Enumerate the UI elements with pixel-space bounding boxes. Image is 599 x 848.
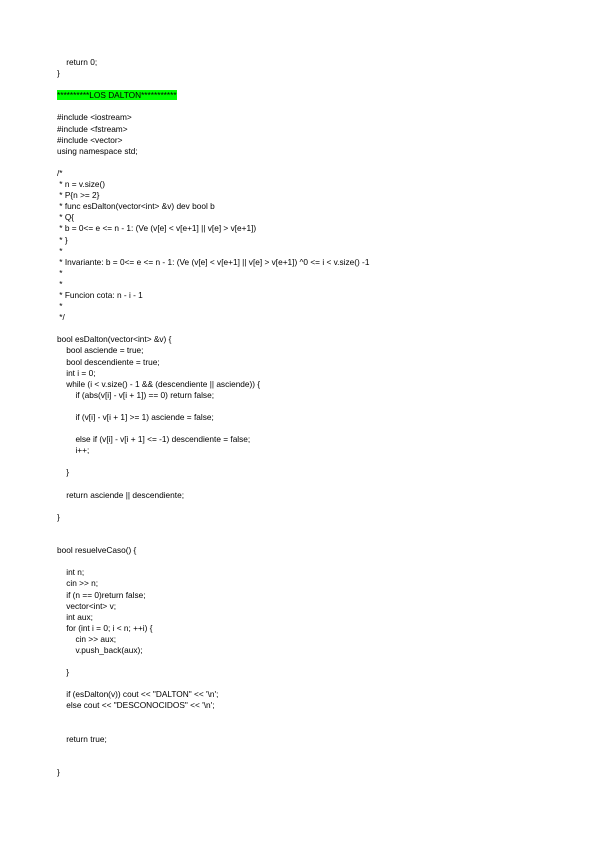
code-line [57, 634, 369, 645]
code-line [57, 590, 369, 601]
section-title-highlight: **********LOS DALTON*********** [57, 90, 177, 101]
code-line [57, 246, 369, 257]
code-text: i++; [57, 445, 90, 456]
code-line [57, 212, 369, 223]
code-line [57, 223, 369, 234]
code-line [57, 168, 369, 179]
code-line [57, 190, 369, 201]
code-line [57, 767, 369, 778]
code-line [57, 434, 369, 445]
code-text: } [57, 68, 60, 79]
code-line [57, 723, 369, 734]
code-line [57, 135, 369, 146]
code-line [57, 401, 369, 412]
code-line [57, 612, 369, 623]
code-line [57, 157, 369, 168]
code-line [57, 745, 369, 756]
code-text: * [57, 267, 63, 278]
code-text: else if (v[i] - v[i + 1] <= -1) descendiente = false; [57, 434, 251, 445]
code-text: cin >> n; [57, 578, 99, 589]
code-line [57, 323, 369, 334]
code-line [57, 512, 369, 523]
code-text: bool resuelveCaso() { [57, 545, 137, 556]
code-text: return 0; [57, 57, 98, 67]
code-line [57, 257, 369, 268]
code-line [57, 235, 369, 246]
code-text: return asciende || descendiente; [57, 489, 184, 500]
code-line [57, 301, 369, 312]
code-line [57, 101, 369, 112]
code-text: } [57, 667, 69, 678]
code-text: * func esDalton(vector<int> &v) dev bool b [57, 201, 215, 212]
code-text: while (i < v.size() - 1 && (descendiente || asciende)) { [57, 378, 261, 389]
code-text: * Q{ [57, 212, 75, 223]
code-line [57, 412, 369, 423]
code-line [57, 368, 369, 379]
code-text: * Funcion cota: n - i - 1 [57, 289, 143, 300]
code-text: int aux; [57, 611, 93, 622]
code-line [57, 268, 369, 279]
code-line [57, 345, 369, 356]
code-text: if (n == 0)return false; [57, 589, 146, 600]
code-line [57, 623, 369, 634]
code-line [57, 667, 369, 678]
code-line [57, 556, 369, 567]
code-line [57, 567, 369, 578]
code-text: int n; [57, 567, 85, 578]
code-line [57, 479, 369, 490]
code-line [57, 290, 369, 301]
code-line [57, 656, 369, 667]
code-line [57, 534, 369, 545]
code-text: cin >> aux; [57, 633, 117, 644]
code-text: for (int i = 0; i < n; ++i) { [57, 622, 153, 633]
code-line [57, 456, 369, 467]
code-line [57, 179, 369, 190]
code-text: vector<int> v; [57, 600, 117, 611]
code-text: if (v[i] - v[i + 1] >= 1) asciende = false; [57, 412, 214, 422]
code-text: #include <fstream> [57, 123, 128, 134]
code-text: * Invariante: b = 0<= e <= n - 1: (Ve (v[e] < v[e+1] || v[e] > v[e+1]) ^0 <= i < v.size() -1 [57, 256, 370, 267]
code-line [57, 601, 369, 612]
code-text: * [57, 245, 63, 256]
code-line [57, 578, 369, 589]
code-text: * } [57, 234, 68, 245]
code-line [57, 712, 369, 723]
code-line [57, 678, 369, 689]
code-line [57, 756, 369, 767]
code-line [57, 90, 369, 101]
code-text: #include <iostream> [57, 112, 132, 123]
code-text: if (abs(v[i] - v[i + 1]) == 0) return false; [57, 389, 215, 400]
code-text: using namespace std; [57, 145, 138, 156]
code-line [57, 57, 369, 68]
code-line [57, 79, 369, 90]
code-line [57, 700, 369, 711]
code-text: * b = 0<= e <= n - 1: (Ve (v[e] < v[e+1] || v[e] > v[e+1]) [57, 223, 257, 234]
code-line [57, 334, 369, 345]
code-line [57, 689, 369, 700]
code-line [57, 523, 369, 534]
code-text: v.push_back(aux); [57, 644, 143, 655]
code-text: else cout << "DESCONOCIDOS" << '\n'; [57, 700, 215, 711]
code-line [57, 357, 369, 368]
code-text: #include <vector> [57, 134, 123, 145]
code-line [57, 112, 369, 123]
code-line [57, 379, 369, 390]
code-text: * [57, 278, 63, 289]
code-line [57, 645, 369, 656]
code-text: } [57, 511, 60, 522]
code-line [57, 68, 369, 79]
code-text: */ [57, 312, 65, 323]
code-text: if (esDalton(v)) cout << "DALTON" << '\n'; [57, 689, 219, 700]
code-text: /* [57, 167, 63, 178]
code-text: int i = 0; [57, 367, 96, 378]
code-line [57, 467, 369, 478]
code-line [57, 445, 369, 456]
code-text: * [57, 301, 63, 312]
code-line [57, 545, 369, 556]
code-line [57, 390, 369, 401]
code-line [57, 490, 369, 501]
code-line [57, 501, 369, 512]
code-line [57, 734, 369, 745]
code-line [57, 312, 369, 323]
code-text: } [57, 467, 69, 478]
code-line [57, 279, 369, 290]
code-text: * n = v.size() [57, 179, 106, 190]
code-line [57, 124, 369, 135]
code-line [57, 201, 369, 212]
code-text: bool esDalton(vector<int> &v) { [57, 334, 172, 345]
code-text: return true; [57, 733, 107, 744]
code-text: * P{n >= 2} [57, 190, 100, 201]
code-text: } [57, 767, 60, 777]
code-text: bool asciende = true; [57, 345, 144, 356]
code-listing [57, 57, 369, 778]
code-line [57, 146, 369, 157]
code-text: bool descendiente = true; [57, 356, 160, 367]
code-line [57, 423, 369, 434]
